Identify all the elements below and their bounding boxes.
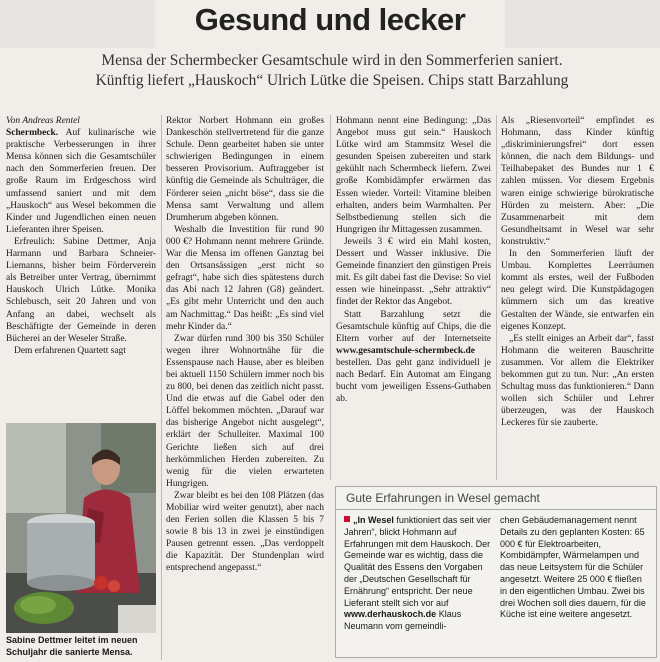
paragraph: Rektor Norbert Hohmann ein großes Dankeschön stellvertretend für die ganze Schule. Denn gearbeitet haben sie unter schwierigen Bedingungen in einem besseren Provisorium. Auftraggeber ist künftig die Gemeinde als Schulträger, die Förderer seien „nicht böse“, dass sie die Mensa samt Verwaltung und allem Drumherum abgeben können.: [166, 116, 324, 223]
info-box: [335, 486, 657, 658]
article-column-1: [6, 115, 156, 357]
info-box-rule: [336, 509, 656, 510]
kitchen-photo: [6, 423, 156, 633]
subhead-line-1: Mensa der Schermbecker Gesamtschule wird in den Sommerferien saniert.: [101, 52, 563, 69]
headline: Gesund und lecker: [194, 2, 466, 37]
paragraph: Dem erfahrenen Quartett sagt: [14, 345, 126, 356]
article-column-4: [501, 115, 654, 429]
paragraph-text: Klaus Neumann vom gemeindli-: [344, 609, 462, 632]
subheadline: [12, 51, 652, 90]
paragraph: [336, 309, 491, 406]
byline: Von Andreas Rentel: [6, 116, 80, 126]
column-divider: [330, 115, 331, 480]
paragraph: [344, 515, 492, 633]
photo-caption: Sabine Dettmer leitet im neuen Schuljahr die sanierte Mensa.: [6, 635, 138, 657]
paragraph: Erfreulich: Sabine Dettmer, Anja Harmann und Barbara Schneier-Liemanns, bisher beim Förderverein als Betreiber unter Vertrag, übernimmt Hauskoch Ulrich Lütke. Monika Schlebusch, seit 20 Jahren und von Anfang an dabei, wechselt als Beschäftigte der Gemeinde in deren Bücherei an der Weseler Straße.: [6, 236, 156, 344]
school-website-link[interactable]: www.gesamtschule-schermbeck.de: [336, 345, 475, 356]
column-divider: [496, 115, 497, 480]
paragraph: In den Sommerferien läuft der Umbau. Komplettes Leerräumen kommt als erstes, weil der Fußboden neu gelegt wird. Die Kunstpädagogen kümmern sich um das kreative Gestalten der Wände, sie entwarfen ein eigenes Konzept.: [501, 249, 654, 332]
paragraph: „Es stellt einiges an Arbeit dar“, fasst Hohmann die weiteren Bauschritte zusammen. Vor allem die Elektriker bekommen gut zu tun. Nur: „An ersten Schultag muss das funktionieren.“ Dann wollen sich Schüler und Lehrer überzeugen, was der Hauskoch Leckeres für sie zauberte.: [501, 333, 654, 429]
paragraph: Jeweils 3 € wird ein Mahl kosten, Dessert und Wasser inklusive. Die Gemeinde finanziert den günstigen Preis mit. Es gilt dabei fast die Devise: So viel essen wie hineinpasst. „Sehr attraktiv“ findet der Rektor das Angebot.: [336, 236, 491, 308]
paragraph: Hohmann nennt eine Bedingung: „Das Angebot muss gut sein.“ Hauskoch Lütke wird am Stammsitz Wesel die gesunden Speisen zubereiten und stark gekühlt nach Schermbeck liefern. Zwei große Kombidämpfer erwärmen das Essen wieder. Vorteil: Vitamine bleiben erhalten, anders beim Warmhalten. Per Selbstbedienung stellen sich die Hungrigen ihr Mittagessen zusammen.: [336, 116, 491, 235]
info-box-column-1: [344, 515, 492, 633]
paragraph: chen Gebäudemanagement nennt Details zu den geplanten Kosten: 65 000 € für Elektroarbeiten, Kombidämpfer, Wärmelampen und das neue Leitsystem für die Schüler angesetzt. Weitere 25 000 € fließen in den eigentlichen Umbau. Zwei bis drei Wochen soll dies dauern, für die Küche ist eine weitere angesetzt.: [500, 515, 646, 620]
paragraph-text: bestellen. Das geht ganz individuell je nach Bedarf. Ein Automat am Eingang bucht vom jeweiligen Essens-Guthaben ab.: [336, 357, 491, 405]
paragraph-text: funktioniert das seit vier Jahren“, blickt Hohmann auf Erfahrungen mit dem Hauskoch. Der Gemeinde war es wichtig, dass die Qualität des Essens den Vorgaben der „Deutschen Gesellschaft für Ernährung“ entspricht. Der neue Lieferant stellt sich vor auf: [344, 515, 491, 608]
paragraph-text: Statt Barzahlung setzt die Gesamtschule künftig auf Chips, die die Eltern vorher auf der Internetseite: [336, 309, 491, 344]
article-column-3: [336, 115, 491, 405]
subhead-line-2: Künftig liefert „Hauskoch“ Ulrich Lütke die Speisen. Chips statt Barzahlung: [95, 71, 569, 89]
red-square-icon: [344, 516, 350, 522]
paragraph: Zwar dürfen rund 300 bis 350 Schüler wegen ihrer Wohnortnähe für die Essenspause nach Hause, aber es bleiben bei aktuell 1150 Schülern immer noch bis zu 800, bei denen das zeitlich nicht passt. Und die etwas auf die Gabel oder den Löffel bekommen möchten. „Darauf war das bisherige Angebot nicht ausgelegt“, erklärt der Schulleiter. Maximal 100 Gerichte ließen sich auf drei herkömmlichen Herden zubereiten. Zu wenig für die vielen erwarteten Hungrigen.: [166, 333, 324, 489]
article-column-2: [166, 115, 324, 575]
paragraph: Als „Riesenvorteil“ empfindet es Hohmann, dass Kinder künftig „diskriminierungsfrei“ dort essen können, die nach dem Bildungs- und Teilhabepaket des Bundes nur 1 € zahlen müssen. Vor diesem Ergebnis waren einige schwierige bürokratische Hürden zu meistern. Aber: „Die Zusammenarbeit mit dem Gesundheitsamt in Wesel war sehr konstruktiv.“: [501, 116, 654, 247]
dateline: Schermbeck.: [6, 128, 59, 139]
hauskoch-website-link[interactable]: www.derhauskoch.de: [344, 609, 437, 620]
column-divider: [161, 115, 162, 660]
info-box-title: Gute Erfahrungen in Wesel gemacht: [346, 491, 540, 505]
paragraph-text: Auf kulinarische wie praktische Verbesserungen in ihrer Mensa können sich die Gesamtschüler nach den Sommerferien freuen. Der große Raum im Erdgeschoss wird umfassend saniert und mit dem „Hauskoch“ aus Wesel bekommen die Kinder und Jugendlichen einen neuen Lieferanten ihrer Speisen.: [6, 128, 156, 235]
paragraph: Weshalb die Investition für rund 90 000 €? Hohmann nennt mehrere Gründe. War die Mensa im offenen Ganztag bei den Ortsansässigen „erst nicht so gefragt“, habe sich dies spätestens durch das Abi nach 12 Jahren (G8) geändert. „Es gibt mehr Unterricht und den auch am Nachmittag.“ Das heißt: „Es sind viel mehr Kinder da.“: [166, 224, 324, 332]
paragraph: Zwar bleibt es bei den 108 Plätzen (das Mobiliar wird weiter genutzt), aber nach den Ferien sollen die Klassen 5 bis 7 sowie 8 bis 13 in zwei je einstündigen Pausen getrennt essen. „Das verdoppelt die Kapazität. Der Stundenplan wird entsprechend angepasst.“: [166, 490, 324, 574]
paragraph: [6, 127, 156, 236]
info-box-lead: „In Wesel: [353, 515, 394, 525]
info-box-column-2: [500, 515, 648, 621]
